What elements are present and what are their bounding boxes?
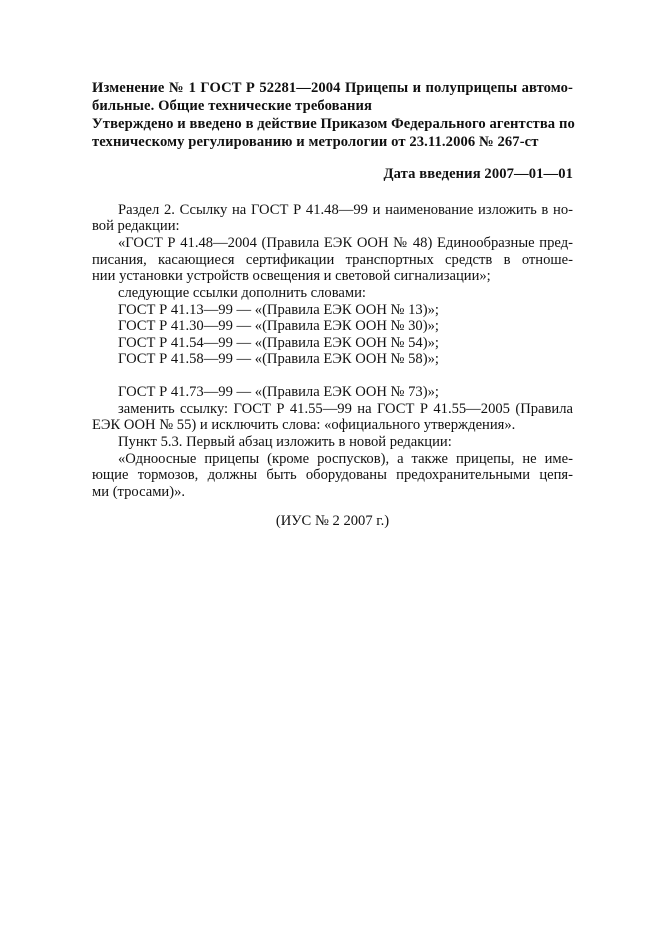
reference-line: ГОСТ Р 41.73—99 — «(Правила ЕЭК ООН № 73)»; — [118, 384, 439, 400]
section2-quote-line-1: «ГОСТ Р 41.48—2004 (Правила ЕЭК ООН № 48) Единообразные пред- — [118, 235, 573, 251]
replace-line-2: ЕЭК ООН № 55) и исключить слова: «официального утверждения». — [92, 417, 516, 433]
reference-line: ГОСТ Р 41.58—99 — «(Правила ЕЭК ООН № 58)»; — [118, 351, 439, 367]
reference-line: ГОСТ Р 41.13—99 — «(Правила ЕЭК ООН № 13)»; — [118, 302, 439, 318]
source-reference: (ИУС № 2 2007 г.) — [275, 513, 390, 529]
reference-line: ГОСТ Р 41.54—99 — «(Правила ЕЭК ООН № 54)»; — [118, 335, 439, 351]
section2-intro-line-1: Раздел 2. Ссылку на ГОСТ Р 41.48—99 и наименование изложить в но- — [118, 202, 573, 218]
section2-quote-line-2: писания, касающиеся сертификации транспортных средств в отноше- — [92, 252, 573, 268]
amendment-title-line-2: бильные. Общие технические требования — [92, 98, 373, 114]
supplement-intro: следующие ссылки дополнить словами: — [118, 285, 366, 301]
approval-line-1: Утверждено и введено в действие Приказом Федерального агентства по — [92, 116, 575, 132]
replace-line-1: заменить ссылку: ГОСТ Р 41.55—99 на ГОСТ Р 41.55—2005 (Правила — [118, 401, 573, 417]
clause53-quote-line-3: ми (тросами)». — [92, 484, 186, 500]
reference-line: ГОСТ Р 41.30—99 — «(Правила ЕЭК ООН № 30)»; — [118, 318, 439, 334]
clause53-intro: Пункт 5.3. Первый абзац изложить в новой редакции: — [118, 434, 452, 450]
clause53-quote-line-1: «Одноосные прицепы (кроме роспусков), а также прицепы, не име- — [118, 451, 573, 467]
approval-line-2: техническому регулированию и метрологии от 23.11.2006 № 267-ст — [92, 134, 539, 150]
amendment-title-line-1: Изменение № 1 ГОСТ Р 52281—2004 Прицепы и полуприцепы автомо- — [92, 80, 573, 96]
section2-quote-line-3: нии установки устройств освещения и световой сигнализации»; — [92, 268, 491, 284]
clause53-quote-line-2: ющие тормозов, должны быть оборудованы предохранительными цепя- — [92, 467, 573, 483]
effective-date: Дата введения 2007—01—01 — [383, 166, 573, 182]
section2-intro-line-2: вой редакции: — [92, 218, 180, 234]
